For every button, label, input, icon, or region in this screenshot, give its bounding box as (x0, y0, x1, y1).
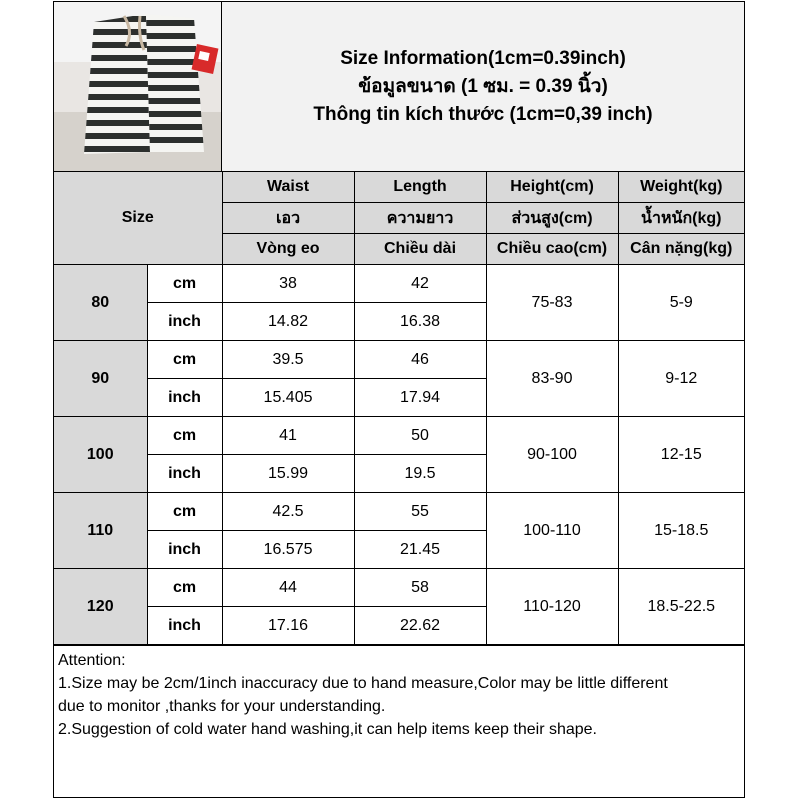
banner-title-th: ข้อมูลขนาด (1 ซม. = 0.39 นิ้ว) (358, 75, 608, 97)
col-weight-en: Weight(kg) (618, 172, 744, 203)
size-chart-sheet (53, 1, 745, 798)
height-range: 83-90 (486, 341, 618, 417)
unit-inch: inch (147, 379, 222, 417)
height-range: 90-100 (486, 417, 618, 493)
product-photo (54, 2, 222, 172)
col-waist-th: เอว (222, 203, 354, 234)
waist-inch: 15.99 (222, 455, 354, 493)
size-label: 100 (54, 417, 147, 493)
col-weight-vi: Cân nặng(kg) (618, 234, 744, 265)
table-row (54, 417, 744, 455)
waist-cm: 44 (222, 569, 354, 607)
length-cm: 46 (354, 341, 486, 379)
length-cm: 55 (354, 493, 486, 531)
weight-range: 18.5-22.5 (618, 569, 744, 645)
height-range: 75-83 (486, 265, 618, 341)
weight-range: 9-12 (618, 341, 744, 417)
unit-cm: cm (147, 569, 222, 607)
waist-cm: 39.5 (222, 341, 354, 379)
weight-range: 15-18.5 (618, 493, 744, 569)
col-height-en: Height(cm) (486, 172, 618, 203)
unit-cm: cm (147, 417, 222, 455)
col-waist-en: Waist (222, 172, 354, 203)
banner-title-vi: Thông tin kích thước (1cm=0,39 inch) (313, 103, 653, 125)
size-header: Size (54, 172, 222, 265)
length-inch: 19.5 (354, 455, 486, 493)
length-inch: 21.45 (354, 531, 486, 569)
size-label: 90 (54, 341, 147, 417)
waist-inch: 16.575 (222, 531, 354, 569)
length-cm: 58 (354, 569, 486, 607)
waist-cm: 42.5 (222, 493, 354, 531)
col-waist-vi: Vòng eo (222, 234, 354, 265)
length-cm: 42 (354, 265, 486, 303)
unit-inch: inch (147, 303, 222, 341)
height-range: 100-110 (486, 493, 618, 569)
unit-inch: inch (147, 607, 222, 645)
col-length-th: ความยาว (354, 203, 486, 234)
size-label: 120 (54, 569, 147, 645)
length-inch: 22.62 (354, 607, 486, 645)
col-length-vi: Chiều dài (354, 234, 486, 265)
size-label: 110 (54, 493, 147, 569)
length-inch: 16.38 (354, 303, 486, 341)
weight-range: 12-15 (618, 417, 744, 493)
col-height-vi: Chiều cao(cm) (486, 234, 618, 265)
unit-inch: inch (147, 531, 222, 569)
waist-inch: 17.16 (222, 607, 354, 645)
table-row (54, 265, 744, 303)
col-length-en: Length (354, 172, 486, 203)
table-row (54, 493, 744, 531)
striped-pants-image (54, 2, 222, 172)
table-row (54, 569, 744, 607)
height-range: 110-120 (486, 569, 618, 645)
size-info-banner (222, 2, 744, 172)
waist-cm: 41 (222, 417, 354, 455)
unit-cm: cm (147, 265, 222, 303)
size-label: 80 (54, 265, 147, 341)
attention-notes (54, 645, 744, 797)
waist-inch: 15.405 (222, 379, 354, 417)
banner-title-en: Size Information(1cm=0.39inch) (340, 47, 626, 69)
col-height-th: ส่วนสูง(cm) (486, 203, 618, 234)
weight-range: 5-9 (618, 265, 744, 341)
waist-cm: 38 (222, 265, 354, 303)
notes-line-2: due to monitor ,thanks for your understanding. (58, 698, 386, 715)
waist-inch: 14.82 (222, 303, 354, 341)
unit-cm: cm (147, 493, 222, 531)
length-inch: 17.94 (354, 379, 486, 417)
unit-inch: inch (147, 455, 222, 493)
unit-cm: cm (147, 341, 222, 379)
notes-line-3: 2.Suggestion of cold water hand washing,it can help items keep their shape. (58, 721, 597, 738)
size-table (54, 172, 744, 645)
length-cm: 50 (354, 417, 486, 455)
notes-line-1: 1.Size may be 2cm/1inch inaccuracy due to hand measure,Color may be little different (58, 675, 668, 692)
table-row (54, 341, 744, 379)
col-weight-th: น้ำหนัก(kg) (618, 203, 744, 234)
notes-title: Attention: (58, 652, 126, 669)
